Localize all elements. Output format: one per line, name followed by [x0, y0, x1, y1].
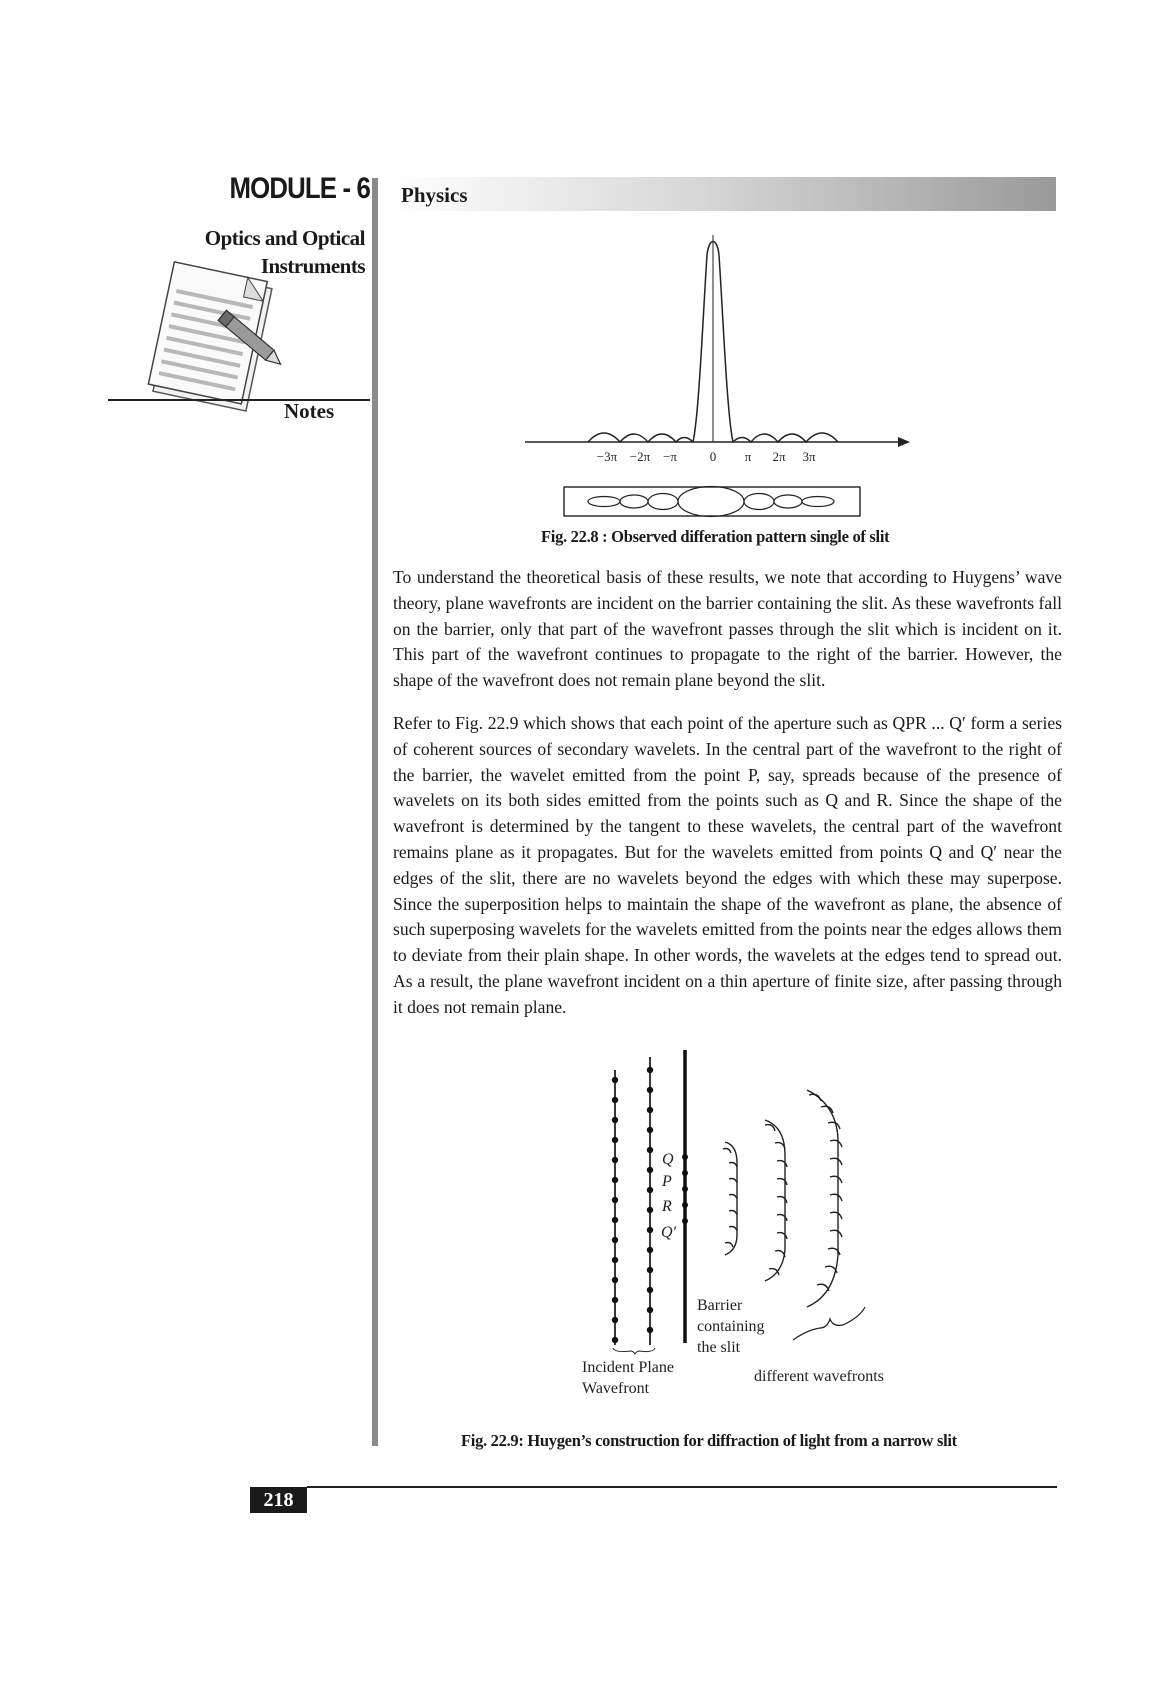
tick-label-minus-2pi: −2π	[629, 449, 651, 464]
notes-label: Notes	[284, 399, 335, 423]
tick-label-pi: π	[744, 449, 752, 464]
wavefronts-brace	[793, 1307, 865, 1340]
margin-divider	[372, 178, 378, 1446]
paragraph-1: To understand the theoretical basis of these results, we note that according to Huygens’ wave theory, plane wavefronts are incident on the barrier containing the slit. As these wavefronts fall on the barrier, only that part of the wavefront passes through the slit which is incident on it. This part of the wavefront continues to propagate to the right of the barrier. However, the shape of the wavefront does not remain plane beyond the slit.	[393, 567, 1062, 691]
fringe-pattern-box	[564, 487, 860, 516]
point-label-q: Q	[662, 1151, 674, 1168]
barrier-label-line1: Barrier	[697, 1297, 743, 1314]
footer-rule	[307, 1486, 1057, 1488]
module-subject-line2: Instruments	[260, 254, 365, 278]
header-band	[389, 177, 1056, 211]
diffraction-pattern-figure	[520, 225, 910, 525]
incident-label-line2: Wavefront	[582, 1380, 650, 1397]
tick-label-minus-pi: −π	[663, 449, 677, 464]
tick-label-2pi: 2π	[772, 449, 786, 464]
tick-label-zero: 0	[709, 449, 717, 464]
incident-label-line1: Incident Plane	[582, 1359, 674, 1376]
paragraph-2: Refer to Fig. 22.9 which shows that each point of the aperture such as QPR ... Q′ form a series of coherent sources of secondary wavelets. In the central part of the wavefront to the right of the barrier, the wavelet emitted from the point P, say, spreads because of the presence of wavelets on its both sides emitted from the points such as Q and R. Since the shape of the wavefront is determined by the tangent to these wavelets, the central part of the wavefront remains plane as it propagates. But for the wavelets emitted from points Q and Q′ near the edges of the slit, there are no wavelets beyond the edges with which these may superpose. Since the superposition helps to maintain the shape of the wavefront as plane, the absence of such superposing wavelets for the wavelets emitted from the points near the edges allows them to deviate from their plain shape. In other words, the wavelets at the edges tend to spread out. As a result, the plane wavefront incident on a thin aperture of finite size, after passing through it does not remain plane.	[393, 713, 1062, 1017]
tick-label-3pi: 3π	[802, 449, 816, 464]
page-number: 218	[250, 1487, 307, 1513]
diffracted-wavefront-1	[723, 1142, 737, 1255]
point-label-q-prime: Q′	[661, 1224, 677, 1241]
secondary-maxima-right	[733, 433, 838, 442]
diffracted-wavefront-3	[807, 1090, 842, 1307]
figure-22-8-caption: Fig. 22.8 : Observed differation pattern single of slit	[541, 527, 890, 546]
tick-label-minus-3pi: −3π	[596, 449, 618, 464]
secondary-maxima-left	[588, 433, 693, 442]
huygens-construction-figure	[575, 1045, 915, 1405]
diffracted-wavefront-2	[765, 1120, 787, 1281]
figure-22-9-caption: Fig. 22.9: Huygen’s construction for diffraction of light from a narrow slit	[461, 1431, 957, 1450]
point-label-r: R	[662, 1198, 672, 1215]
module-subject-line1: Optics and Optical	[204, 226, 365, 250]
incident-brace	[613, 1348, 655, 1354]
barrier-label-line2: containing	[697, 1318, 765, 1335]
axis-arrow	[898, 437, 910, 447]
wavefronts-label: different wavefronts	[754, 1368, 884, 1385]
point-label-p: P	[662, 1173, 672, 1190]
header-title: Physics	[401, 183, 468, 207]
module-title: MODULE - 6	[229, 172, 370, 205]
notepad-with-pencil-icon	[135, 260, 295, 420]
barrier-label-line3: the slit	[697, 1339, 741, 1356]
